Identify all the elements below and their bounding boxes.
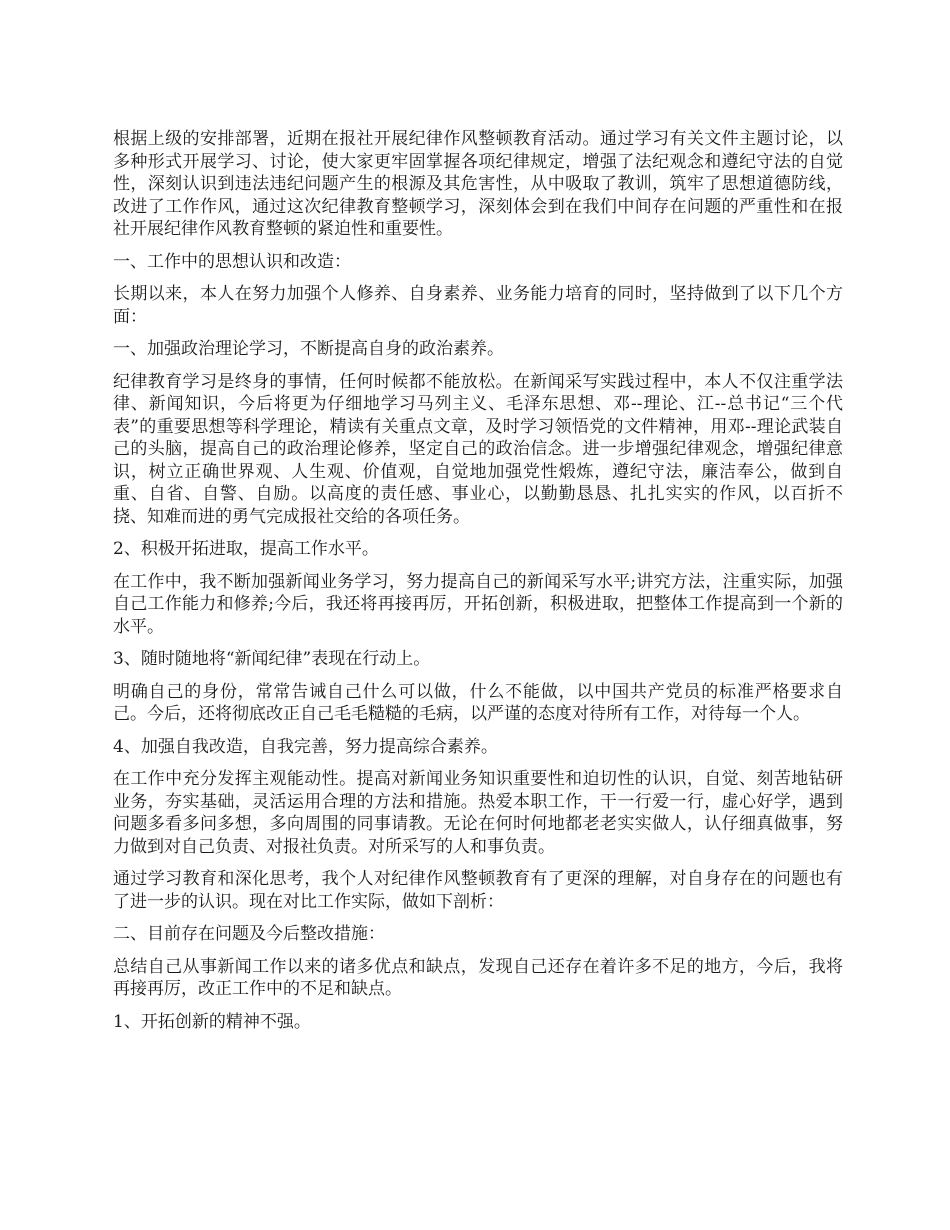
- political-study-paragraph: 纪律教育学习是终身的事情，任何时候都不能放松。在新闻采写实践过程中，本人不仅注重学法律、新闻知识，今后将更为仔细地学习马列主义、毛泽东思想、邓--理论、江--总书记“三个代表”的重要思想等科学理论，精读有关重点文章，及时学习领悟党的文件精神，用邓--理论武装自己的头脑，提高自己的政治理论修养，坚定自己的政治信念。进一步增强纪律观念，增强纪律意识，树立正确世界观、人生观、价值观，自觉地加强党性煅炼，遵纪守法，廉洁奉公，做到自重、自省、自警、自励。以高度的责任感、事业心，以勤勤恳恳、扎扎实实的作风，以百折不挠、知难而进的勇气完成报社交给的各项任务。: [113, 371, 843, 527]
- subheading-pioneering: 2、积极开拓进取，提高工作水平。: [113, 539, 379, 559]
- problems-paragraph: 总结自己从事新闻工作以来的诸多优点和缺点，发现自己还存在着许多不足的地方，今后，我将再接再厉，改正工作中的不足和缺点。: [113, 956, 843, 999]
- pioneering-paragraph: 在工作中，我不断加强新闻业务学习，努力提高自己的新闻采写水平;讲究方法，注重实际，加强自己工作能力和修养;今后，我还将再接再厉，开拓创新，积极进取，把整体工作提高到一个新的水平。: [113, 571, 843, 637]
- self-improvement-paragraph: 在工作中充分发挥主观能动性。提高对新闻业务知识重要性和迫切性的认识，自觉、刻苦地钻研业务，夯实基础，灵活运用合理的方法和措施。热爱本职工作，干一行爱一行，虚心好学，遇到问题多看多问多想，多向周围的同事请教。无论在何时何地都老老实实做人，认仔细真做事，努力做到对自己负责、对报社负责。对所采写的人和事负责。: [113, 769, 843, 857]
- subheading-political-study: 一、加强政治理论学习，不断提高自身的政治素养。: [113, 339, 504, 359]
- subheading-self-improvement: 4、加强自我改造，自我完善，努力提高综合素养。: [113, 736, 498, 757]
- news-discipline-paragraph: 明确自己的身份，常常告诫自己什么可以做，什么不能做，以中国共产党员的标准严格要求自己。今后，还将彻底改正自己毛毛糙糙的毛病，以严谨的态度对待所有工作，对待每一个人。: [113, 681, 843, 724]
- section-heading-problems: 二、目前存在问题及今后整改措施：: [113, 924, 385, 944]
- analysis-paragraph: 通过学习教育和深化思考，我个人对纪律作风整顿教育有了更深的理解，对自身存在的问题也有了进一步的认识。现在对比工作实际，做如下剖析：: [113, 869, 843, 912]
- section-heading-thinking: 一、工作中的思想认识和改造：: [113, 251, 351, 272]
- subheading-news-discipline: 3、随时随地将“新闻纪律”表现在行动上。: [113, 649, 431, 669]
- document-page: [113, 128, 843, 1043]
- thinking-paragraph: 长期以来，本人在努力加强个人修养、自身素养、业务能力培育的同时，坚持做到了以下几个方面：: [113, 284, 843, 327]
- intro-paragraph: 根据上级的安排部署，近期在报社开展纪律作风整顿教育活动。通过学习有关文件主题讨论，以多种形式开展学习、讨论，使大家更牢固掌握各项纪律规定，增强了法纪观念和遵纪守法的自觉性，深刻认识到违法违纪问题产生的根源及其危害性，从中吸取了教训，筑牢了思想道德防线，改进了工作作风，通过这次纪律教育整顿学习，深刻体会到在我们中间存在问题的严重性和在报社开展纪律作风教育整顿的紧迫性和重要性。: [113, 129, 843, 239]
- subheading-innovation: 1、开拓创新的精神不强。: [113, 1011, 311, 1032]
